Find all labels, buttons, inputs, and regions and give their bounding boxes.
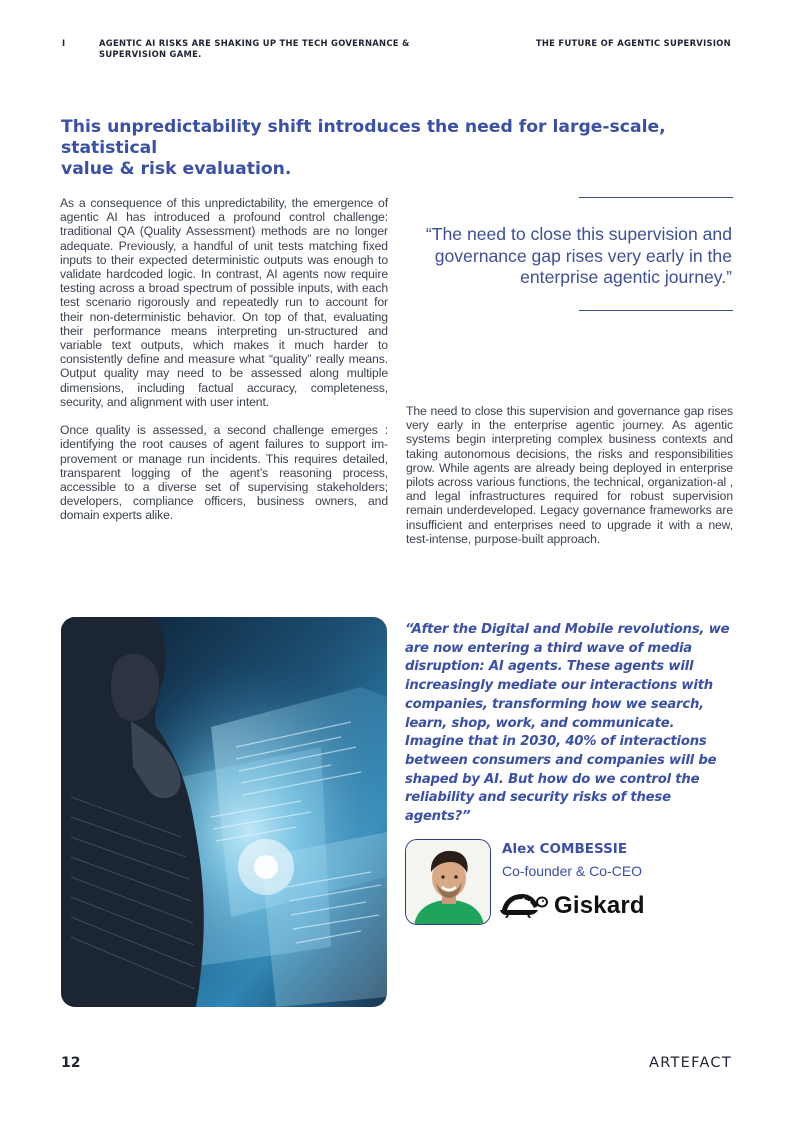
turtle-icon [498,888,548,923]
section-number: I [62,38,66,48]
body-paragraph: As a consequence of this unpredictability, the emergence of agentic AI has introduced a profound control challenge: traditional QA (Quality Assessment) methods are no longer adequate. Previously, a handful of unit tests matching fixed inputs to their expected deterministic outputs was enough to validate hardcoded logic. In contrast, AI agents now require testing across a broad spectrum of possible inputs, with each test scenario rigorously and repeatedly run to account for their non-deterministic behavior. On top of that, evaluating their performance means interpreting un-structured and variable text outputs, which makes it much harder to consistently define and measure what “quality” really means. Output quality may need to be assessed along multiple dimensions, including factual accuracy, completeness, security, and alignment with user intent. [60,196,388,409]
artefact-logo: ARTEFACT [648,1055,732,1071]
body-paragraph: The need to close this supervision and governance gap rises very early in the enterprise agentic journey. As agentic systems begin interpreting complex business contexts and taking autonomous decisions, the risks and responsibilities grow. While agents are already being deployed in enterprise pilots across various functions, the technical, organization-al , and legal infrastructures required for robust supervision remain underdeveloped. Legacy governance frameworks are insufficient and enterprises need to upgrade it with a new, test-intense, purpose-built approach. [406,404,733,546]
giskard-logo-text: Giskard [554,891,645,919]
chapter-title: THE FUTURE OF AGENTIC SUPERVISION [535,38,731,48]
avatar [405,839,491,925]
body-column-left [60,196,388,537]
section-title [99,38,449,60]
giskard-logo [498,888,645,923]
section-title-line1: AGENTIC AI RISKS ARE SHAKING UP THE TECH GOVERNANCE & [99,38,410,48]
section-title-line2: SUPERVISION GAME. [99,49,202,59]
person-name: Alex COMBESSIE [502,841,628,857]
page-heading-line2: value & risk evaluation. [61,159,292,179]
person-role: Co-founder & Co-CEO [502,863,643,879]
woman-with-holographic-screens-photo [61,617,387,1007]
page-heading-line1: This unpredictability shift introduces the need for large-scale, statistical [61,117,666,158]
body-column-right [406,404,733,560]
testimonial-quote: “After the Digital and Mobile revolutions, we are now entering a third wave of media disruption: AI agents. These agents will increasingly mediate our interactions with companies, transforming how we search, learn, shop, work, and communicate. Imagine that in 2030, 40% of interactions between consumers and companies will be shaped by AI. But how do we control the reliability and security risks of these agents?” [405,622,730,825]
pull-quote-rule-top [579,197,733,198]
page-number: 12 [61,1055,81,1071]
pull-quote: “The need to close this supervision and governance gap rises very early in the enterprise agentic journey.” [425,224,732,287]
pull-quote-rule-bottom [579,310,733,311]
body-paragraph: Once quality is assessed, a second challenge emerges : identifying the root causes of agent failures to support im-provement or manage run incidents. This requires detailed, transparent logging of the agent’s reasoning process, accessible to a diverse set of supervising stakeholders; developers, compliance officers, business owners, and domain experts alike. [60,423,388,523]
page-heading [61,117,701,180]
